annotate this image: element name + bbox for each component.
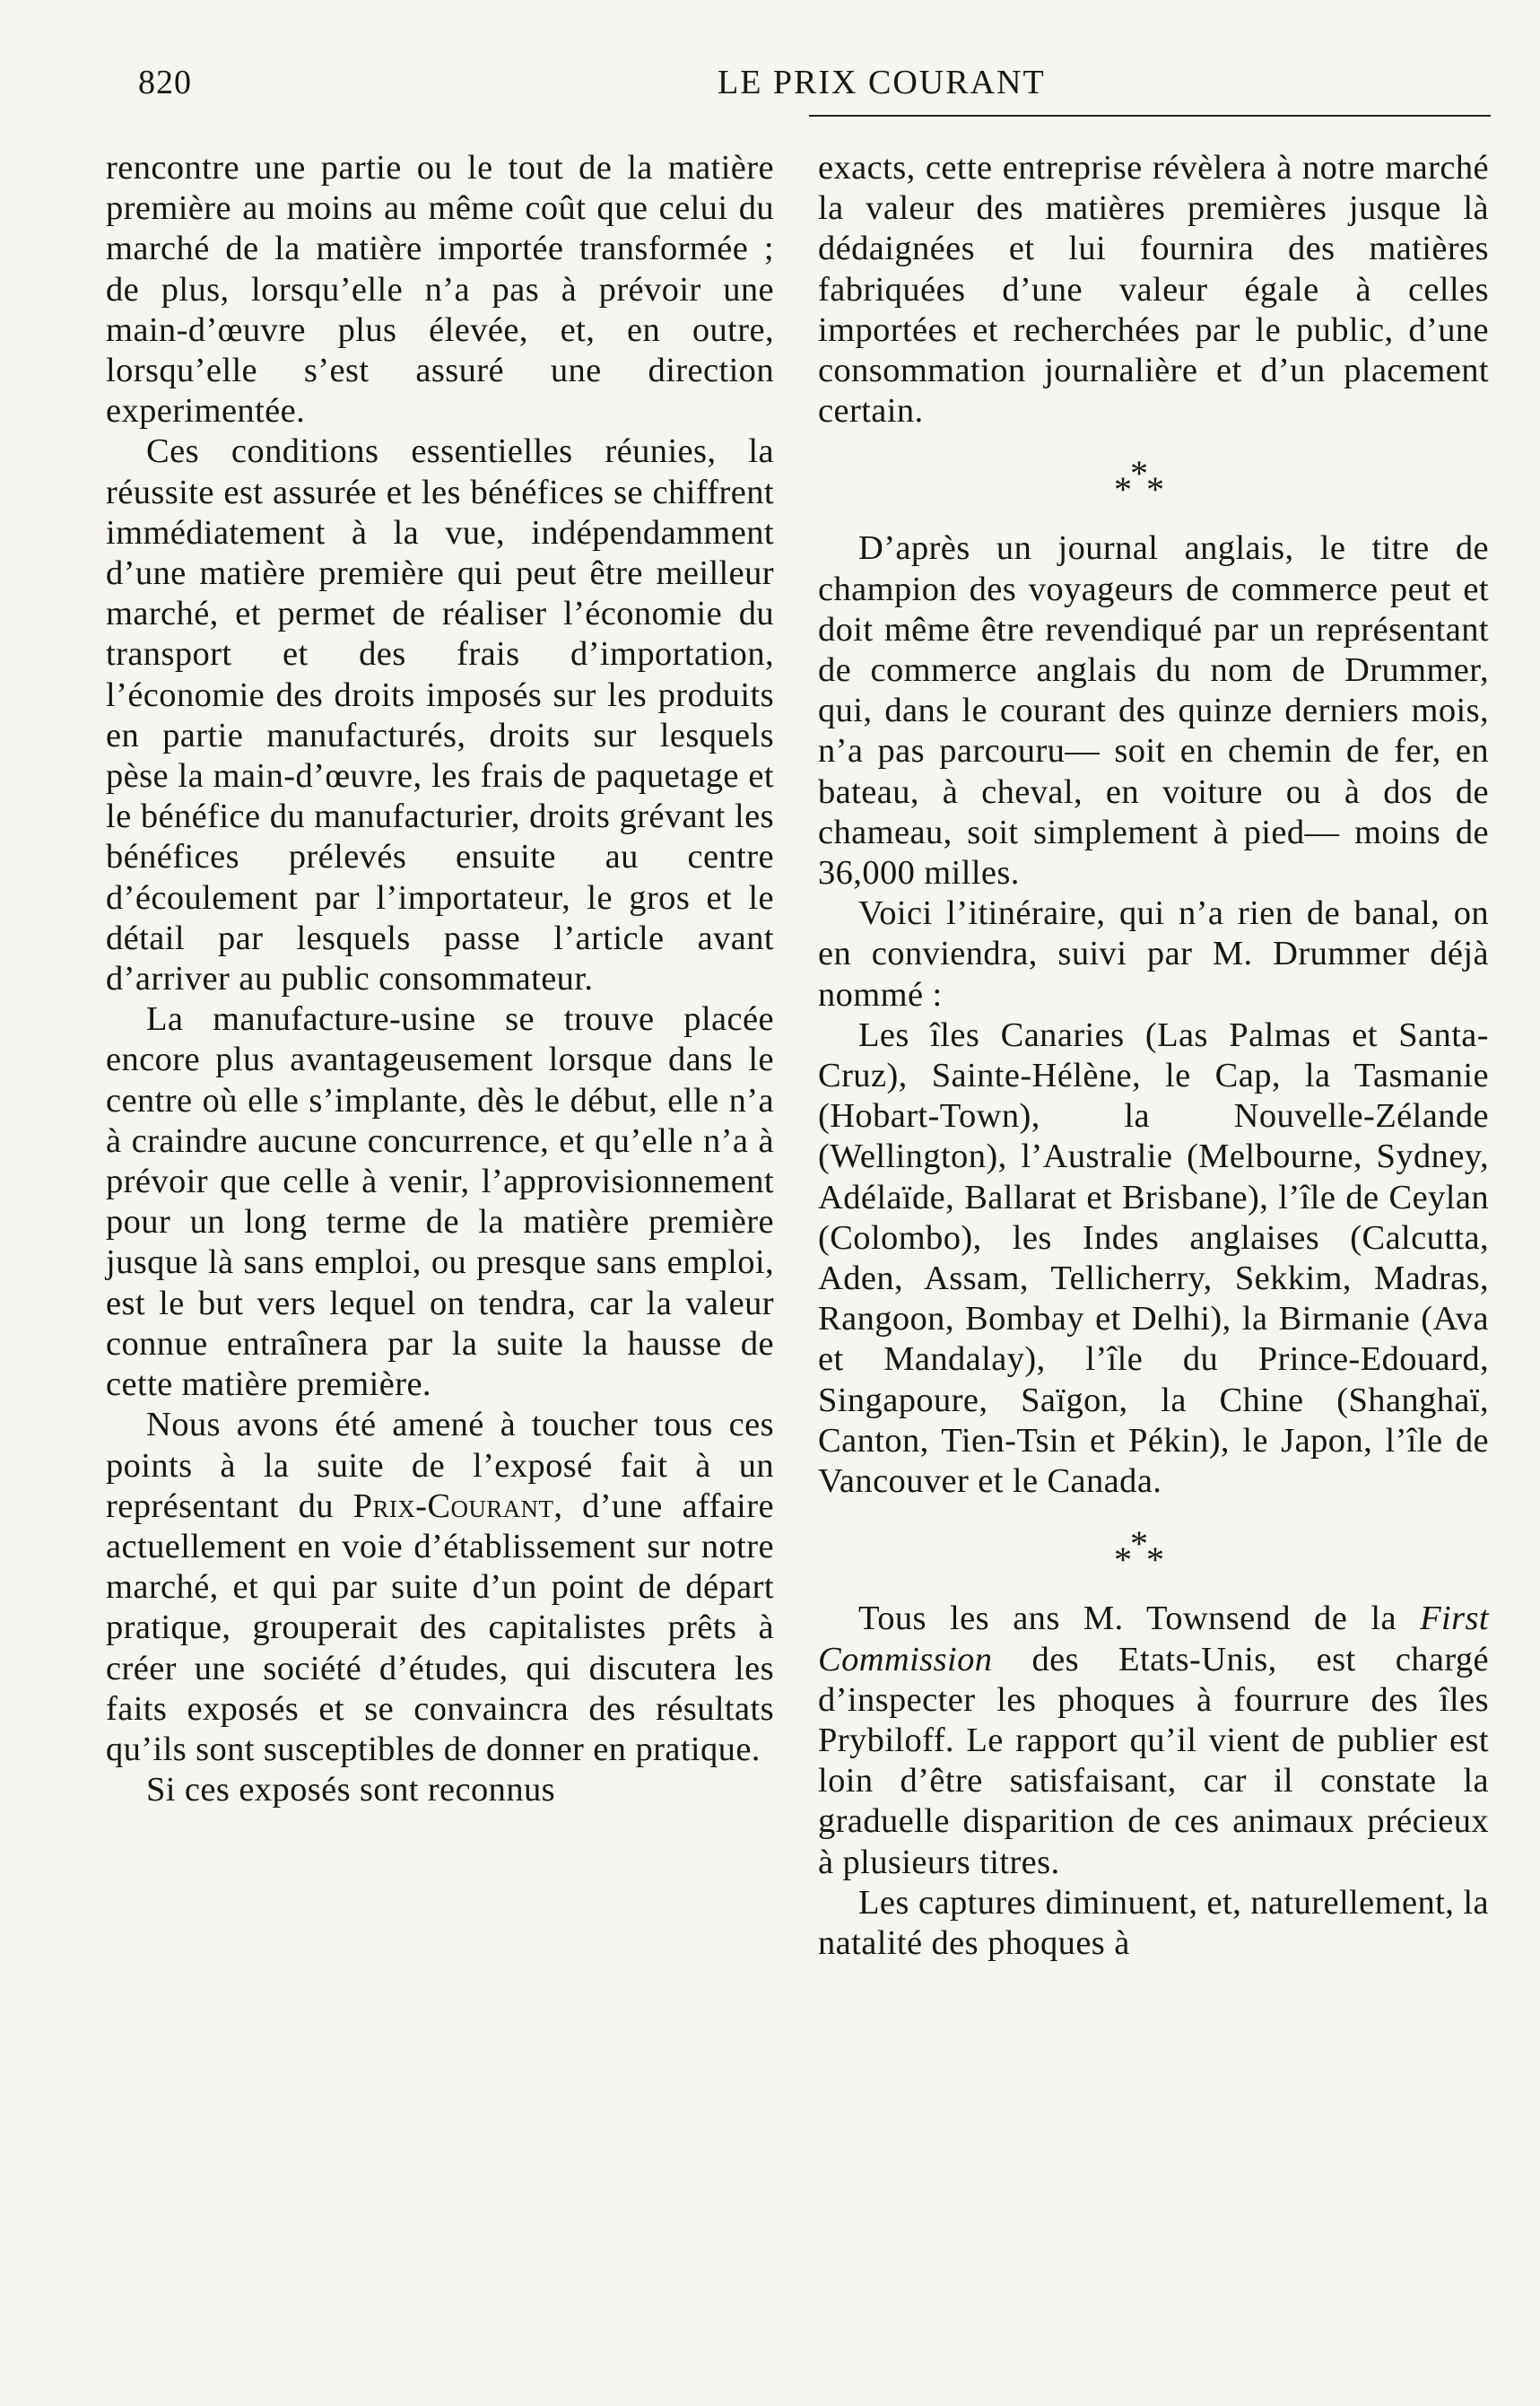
paragraph: Les îles Canaries (Las Palmas et Santa-Cruz), Sainte-Hélène, le Cap, la Tasmanie (Hobart-Town), la Nouvelle-Zélande (Wellington), l’Australie (Melbourne, Sydney, Adélaïde, Ballarat et Brisbane), l’île de Ceylan (Colombo), les Indes anglaises (Calcutta, Aden, Assam, Tellicherry, Sekkim, Madras, Rangoon, Bombay et Delhi), la Birmanie (Ava et Mandalay), l’île du Prince-Edouard, Singapoure, Saïgon, la Chine (Shanghaï, Canton, Tien-Tsin et Pékin), le Japon, l’île de Vancouver et le Canada.: [818, 1016, 1489, 1501]
asterism-separator: [818, 1523, 1489, 1581]
asterisk: *: [1146, 469, 1165, 510]
paragraph: [818, 1599, 1489, 1882]
text-run: Tous les ans M. Townsend de la: [858, 1600, 1421, 1638]
running-title: LE PRIX COURANT: [718, 64, 1046, 101]
paragraph: exacts, cette entreprise révèlera à notre marché la valeur des matières premières jusque là dédaignées et lui fournira des matières fabriquées d’une valeur égale à celles importées et recherchées par le public, d’une consommation journalière et d’un placement certain.: [818, 149, 1489, 431]
publication-name: Prix-Courant: [352, 1486, 554, 1525]
asterisk: *: [1146, 1539, 1165, 1581]
asterisk: *: [1130, 1523, 1149, 1565]
text-run: Nous avons été amené à toucher tous ces points à la suite de l’exposé fait à un représentant du: [106, 1406, 774, 1525]
paragraph: Les captures diminuent, et, naturellement, la natalité des phoques à: [818, 1883, 1489, 1962]
asterism-separator: [818, 453, 1489, 510]
commission-name: First Commission: [818, 1600, 1489, 1678]
asterisk: *: [1130, 453, 1149, 494]
paragraph: Voici l’itinéraire, qui n’a rien de banal, on en conviendra, suivi par M. Drummer déjà nommé :: [818, 894, 1489, 1014]
right-column: [818, 148, 1489, 1964]
header-rule: [809, 115, 1491, 117]
text-run: , d’une affaire actuellement en voie d’établissement sur notre marché, et qui par suite d’un point de départ pratique, grouperait des capitalistes prêts à créer une société d’études, qui discutera les faits exposés et se convaincra des résultats qu’ils sont susceptibles de donner en pratique.: [106, 1486, 774, 1768]
page-number: 820: [138, 64, 192, 101]
paragraph: Si ces exposés sont reconnus: [146, 1771, 556, 1809]
paragraph: D’après un journal anglais, le titre de champion des voyageurs de commerce peut et doit même être revendiqué par un représentant de commerce anglais du nom de Drummer, qui, dans le courant des quinze derniers mois, n’a pas parcouru— soit en chemin de fer, en bateau, à cheval, en voiture ou à dos de chameau, soit simplement à pied— moins de 36,000 milles.: [818, 529, 1489, 893]
left-column: [106, 148, 774, 1810]
asterisk: *: [1114, 1539, 1133, 1581]
page-header: [126, 56, 1480, 109]
paragraph: La manufacture-usine se trouve placée encore plus avantageusement lorsque dans le centre où elle s’implante, dès le début, elle n’a à craindre aucune concurrence, et qu’elle n’a à prévoir que celle à venir, l’approvisionnement pour un long terme de la matière première jusque là sans emploi, ou presque sans emploi, est le but vers lequel on tendra, car la valeur connue entraînera par la suite la hausse de cette matière première.: [106, 1000, 774, 1404]
paragraph: rencontre une partie ou le tout de la matière première au moins au même coût que celui du marché de la matière importée transformée ; de plus, lorsqu’elle n’a pas à prévoir une main-d’œuvre plus élevée, et, en outre, lorsqu’elle s’est assuré une direction experimentée.: [106, 149, 774, 431]
paragraph: [106, 1405, 774, 1770]
paragraph: Ces conditions essentielles réunies, la réussite est assurée et les bénéfices se chiffrent immédiatement à la vue, indépendamment d’une matière première qui peut être meilleur marché, et permet de réaliser l’économie du transport et des frais d’importation, l’économie des droits imposés sur les produits en partie manufacturés, droits sur lesquels pèse la main-d’œuvre, les frais de paquetage et le bénéfice du manufacturier, droits grévant les bénéfices prélevés ensuite au centre d’écoulement par l’importateur, le gros et le détail par lesquels passe l’article avant d’arriver au public consommateur.: [106, 432, 774, 998]
text-run: des Etats-Unis, est chargé d’inspecter les phoques à fourrure des îles Prybiloff. Le rapport qu’il vient de publier est loin d’être satisfaisant, car il constate la graduelle disparition de ces animaux précieux à plusieurs titres.: [818, 1640, 1489, 1881]
asterisk: *: [1114, 469, 1133, 510]
